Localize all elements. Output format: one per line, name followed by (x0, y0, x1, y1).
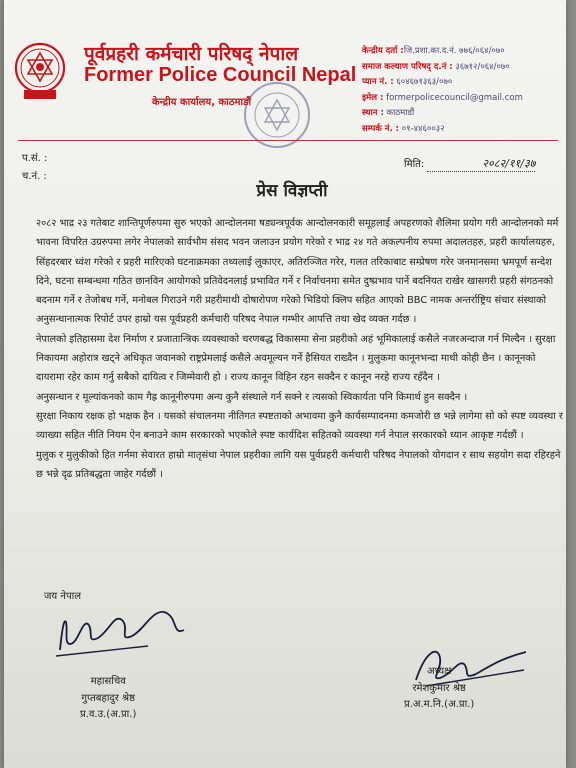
press-release-body (36, 214, 564, 484)
signatory-rank: प्र.व.उ.(अ.प्रा.) (80, 709, 137, 720)
contact-location: स्थान : काठमाडौं (362, 108, 415, 118)
date-field (404, 156, 535, 172)
press-release-title: प्रेस विज्ञप्ती (256, 181, 328, 201)
patra-sankhya-label: प.सं. : (22, 153, 48, 164)
signatory-title: अध्यक्ष (426, 666, 452, 677)
closing-salutation: जय नेपाल (44, 591, 81, 602)
letter-sheet (4, 0, 566, 768)
paragraph-1: २०८२ भाद्र २३ गतेबाट शान्तिपूर्णरुपमा सुरु भएको आन्दोलनमा षड्यन्त्रपूर्वक आन्दोलनकारी समूहलाई अपहरणको शैलिमा प्रयोग गरी आन्दोलनको मर्म भावना विपरित उग्ररुपमा लगेर नेपालको सार्वभौम संसद भवन जलाउन प्रयोग गरेको र भाद्र २४ गते अकल्पनीय रुपमा अदालतहरु, प्रहरी कार्यालयहरु, सिंहदरबार ध्वंश गरेको र प्रहरी मारिएको घटनाक्रमका तथ्यलाई लुकाएर, अतिरञ्जित गरेर, गलत तरिकाबाट सम्प्रेषण गरेर जनमानसमा भ्रमपूर्ण सन्देश दिने, घटना सम्बन्धमा गठित छानविन आयोगको प्रतिवेदनलाई प्रभावित गर्ने र निर्वाचनमा समेत दुष्प्रभाव पार्ने बदनियत राखेर खासगरी प्रहरी संगठनको बदनाम गर्ने र तेजोबध गर्ने, मनोबल गिराउने गरी प्रहरीमाथी दोषारोपण गरेको भिडियो क्लिप सहित आएको BBC नामक अन्तर्राष्ट्रिय संचार संस्थाको अनुसन्धानात्मक रिपोर्ट उपर हाम्रो यस पूर्वप्रहरी कर्मचारी परिषद नेपाल गम्भीर आपत्ति तथा खेद व्यक्त गर्दछ । (36, 218, 559, 326)
date-value: २०८२/११/३७ (427, 156, 535, 172)
org-name-nepali: पूर्वप्रहरी कर्मचारी परिषद् नेपाल (84, 43, 299, 65)
chalani-number-label: च.नं. : (22, 171, 47, 182)
paragraph-3: अनुसन्धान र मूल्यांकनको काम गैह्र कानूनीरुपमा अन्य कुनै संस्थाले गर्न सक्ने र त्यसको स्विकार्यता पनि किमार्थ हुन सक्दैन । (36, 391, 468, 403)
letterhead-divider (18, 140, 558, 141)
signatory-title: महासचिव (90, 676, 126, 687)
contact-details (362, 44, 562, 137)
central-office-label: केन्द्रीय कार्यालय, काठमाडौं (152, 97, 252, 108)
police-emblem-logo (14, 40, 66, 102)
president-block (404, 664, 474, 714)
date-label: मिति: (404, 159, 425, 170)
general-secretary-signature (52, 600, 202, 660)
contact-registration: केन्द्रीय दर्ता :जि.प्रशा.का.द.नं. ७७६/०६४/०७० (362, 46, 505, 56)
signatory-name: रमेशकुमार श्रेष्ठ (412, 682, 466, 694)
contact-social-welfare: समाज कल्याण परिषद् द.नं : ३६७१२/०६४/०७० (362, 61, 510, 72)
contact-phone: सम्पर्क नं. : ०१-४४६००३२ (362, 123, 445, 134)
signatory-name: गुप्तबहादुर श्रेष्ठ (81, 692, 135, 704)
contact-email[interactable]: इमेल : formerpolicecouncil@gmail.com (362, 92, 523, 103)
contact-pan: प्यान नं. : ६०४६७१३६३/०७० (362, 77, 453, 87)
paragraph-2: नेपालको इतिहासमा देश निर्माण र प्रजातान्त्रिक व्यवस्थाको चरणबद्ध विकासमा सेना प्रहरीको अहं भूमिकालाई कसैले नजरअन्दाज गर्न मिल्दैन । सुरक्षा निकायमा अहोरात्र खट्ने अधिकृत जवानको राष्ट्रप्रेमलाई कसैले अवमूल्यन गर्ने हैसियत राख्दैन । मुलुकमा कानूनभन्दा माथी कोही छैन । कानूनको दायरामा रहेर काम गर्नु सबैको दायित्व र जिम्मेवारी हो । राज्य कानून विहिन रहन सक्दैन र कानून नरहे राज्य रहँदैन । (36, 333, 556, 384)
signatory-rank: प्र.अ.म.नि.(अ.प्रा.) (404, 699, 475, 710)
org-name-english: Former Police Council Nepal (84, 64, 357, 86)
general-secretary-block (80, 674, 136, 724)
paragraph-4: सुरक्षा निकाय रक्षक हो भक्षक हैन । यसको संचालनमा नीतिगत स्पष्टताको अभावमा कुनै कार्यसम्पादनमा कमजोरी छ भन्ने लागेमा सो को स्पष्ट व्यवस्था र व्याख्या सहित नीति नियम ऐन बनाउने काम सरकारको भएकोले स्पष्ट कार्यदिश सहितको व्यवस्था गर्न नेपाल सरकारको ध्यान आकृष्ट गर्दछौं । (36, 410, 563, 442)
paragraph-5: मुलुक र मुलुकीको हित गर्नमा सेवारत हाम्रो मातृसंथा नेपाल प्रहरीका लागि यस पुर्वप्रहरी कर्मचारी परिषद नेपालको योगदान र साथ सहयोग सदा रहिरहने छ भन्ने दृढ प्रतिबद्धता जाहेर गर्दछौं । (36, 449, 561, 480)
